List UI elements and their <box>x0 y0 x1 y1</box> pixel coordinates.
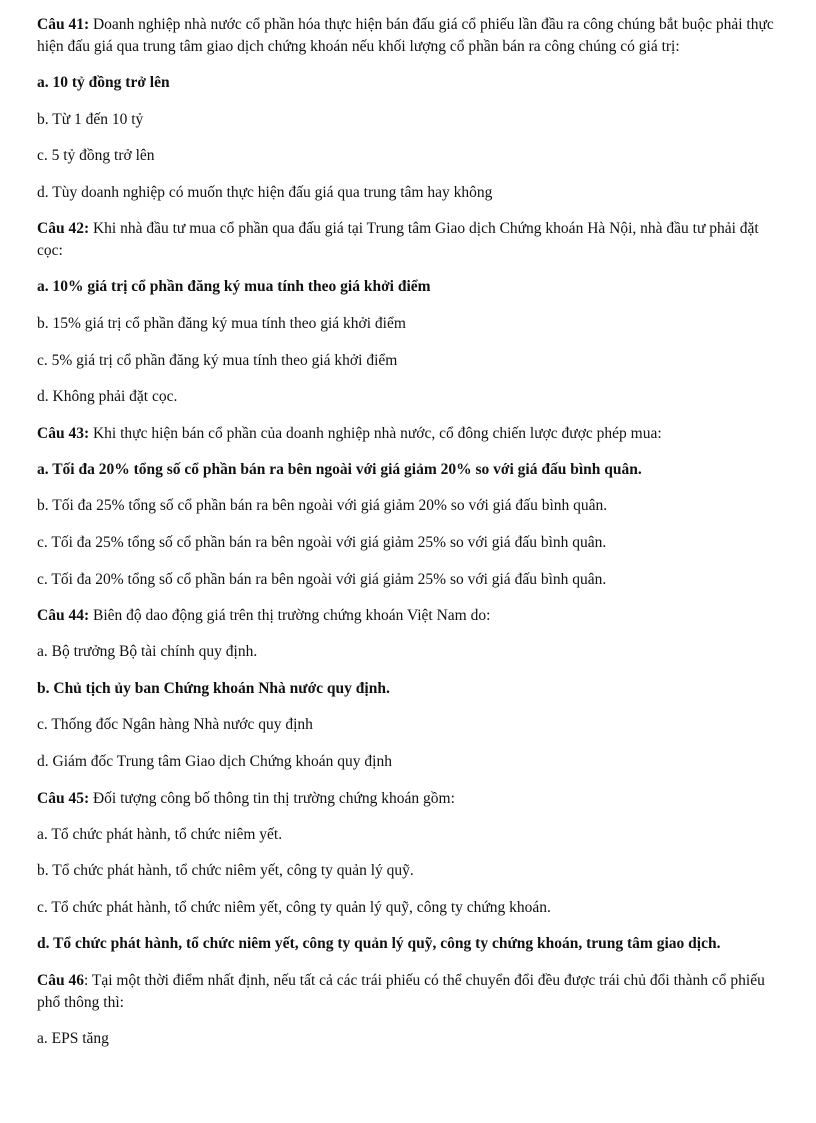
document-page <box>37 14 777 1064</box>
answer-option-correct: d. Tổ chức phát hành, tổ chức niêm yết, công ty quản lý quỹ, công ty chứng khoán, trung tâm giao dịch. <box>37 935 721 953</box>
answer-option: b. 15% giá trị cổ phần đăng ký mua tính theo giá khởi điểm <box>37 314 406 332</box>
answer-option: c. Tối đa 25% tổng số cổ phần bán ra bên ngoài với giá giảm 25% so với giá đấu bình quân. <box>37 533 607 551</box>
answer-option: c. 5 tỷ đồng trở lên <box>37 147 155 165</box>
answer-option: b. Tối đa 25% tổng số cổ phần bán ra bên ngoài với giá giảm 20% so với giá đấu bình quân. <box>37 497 608 515</box>
answer-option: d. Tùy doanh nghiệp có muốn thực hiện đấu giá qua trung tâm hay không <box>37 183 493 201</box>
answer-option: c. Thống đốc Ngân hàng Nhà nước quy định <box>37 716 313 734</box>
question-text <box>37 423 777 445</box>
answer-option: c. Tổ chức phát hành, tổ chức niêm yết, công ty quản lý quỹ, công ty chứng khoán. <box>37 898 551 916</box>
question-text <box>37 605 777 627</box>
question-text <box>37 970 777 1014</box>
answer-option: a. Bộ trưởng Bộ tài chính quy định. <box>37 643 258 661</box>
question-45 <box>37 788 777 956</box>
question-46 <box>37 970 777 1050</box>
question-body: Khi nhà đầu tư mua cổ phần qua đấu giá tại Trung tâm Giao dịch Chứng khoán Hà Nội, nhà đầu tư phải đặt cọc: <box>37 220 759 260</box>
question-44 <box>37 605 777 773</box>
question-label: Câu 45: <box>37 789 90 807</box>
question-body: Khi thực hiện bán cổ phần của doanh nghiệp nhà nước, cổ đông chiến lược được phép mua: <box>89 424 662 442</box>
question-body: Đối tượng công bố thông tin thị trường chứng khoán gồm: <box>89 789 455 807</box>
answer-option: b. Tổ chức phát hành, tổ chức niêm yết, công ty quản lý quỹ. <box>37 862 414 880</box>
question-body: Biên độ dao động giá trên thị trường chứng khoán Việt Nam do: <box>89 607 491 625</box>
question-label: Câu 44: <box>37 607 90 625</box>
answer-option-correct: b. Chủ tịch ủy ban Chứng khoán Nhà nước quy định. <box>37 679 390 697</box>
answer-option-correct: a. 10 tỷ đồng trở lên <box>37 74 170 91</box>
question-41 <box>37 14 777 204</box>
question-body: : Tại một thời điểm nhất định, nếu tất cả các trái phiếu có thể chuyển đổi đều được trái chủ đổi thành cổ phiếu phổ thông thì: <box>37 971 765 1011</box>
answer-option: b. Từ 1 đến 10 tỷ <box>37 110 144 128</box>
answer-option: d. Không phải đặt cọc. <box>37 388 178 406</box>
answer-option: c. Tối đa 20% tổng số cổ phần bán ra bên ngoài với giá giảm 25% so với giá đấu bình quân. <box>37 570 607 588</box>
answer-option: a. EPS tăng <box>37 1029 109 1047</box>
question-42 <box>37 218 777 408</box>
answer-option: c. 5% giá trị cổ phần đăng ký mua tính theo giá khởi điểm <box>37 351 398 369</box>
answer-option: a. Tổ chức phát hành, tổ chức niêm yết. <box>37 825 283 843</box>
question-text <box>37 788 777 810</box>
question-body: Doanh nghiệp nhà nước cổ phần hóa thực hiện bán đấu giá cổ phiếu lần đầu ra công chúng bắt buộc phải thực hiện đấu giá qua trung tâm giao dịch chứng khoán nếu khối lượng cổ phần bán ra công chúng có giá trị: <box>37 16 774 55</box>
answer-option-correct: a. Tối đa 20% tổng số cổ phần bán ra bên ngoài với giá giảm 20% so với giá đấu bình quân. <box>37 460 642 478</box>
question-label: Câu 41: <box>37 16 90 33</box>
question-43 <box>37 423 777 591</box>
question-text <box>37 218 777 262</box>
answer-option: d. Giám đốc Trung tâm Giao dịch Chứng khoán quy định <box>37 752 392 770</box>
question-text <box>37 14 777 58</box>
question-label: Câu 42: <box>37 220 90 238</box>
answer-option-correct: a. 10% giá trị cổ phần đăng ký mua tính theo giá khởi điểm <box>37 278 431 296</box>
question-label: Câu 43: <box>37 424 90 442</box>
question-label: Câu 46 <box>37 971 84 989</box>
